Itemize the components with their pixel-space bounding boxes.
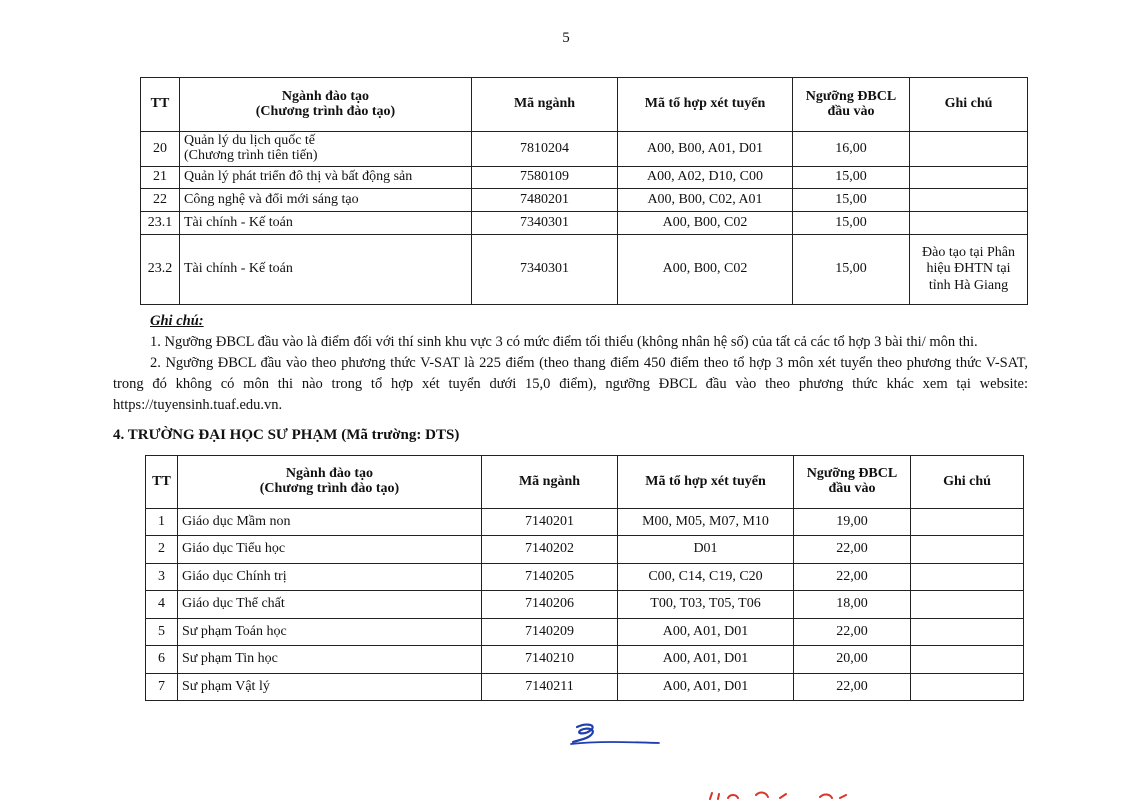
cell-code: 7140211 — [482, 674, 618, 701]
cell-tt: 4 — [146, 591, 178, 619]
header-threshold — [794, 456, 911, 509]
table-row — [146, 646, 1024, 674]
cell-tt: 20 — [141, 132, 180, 167]
cell-code: 7340301 — [472, 235, 618, 305]
cell-code: 7140209 — [482, 619, 618, 646]
cell-combos: A00, B00, A01, D01 — [618, 132, 793, 167]
header-threshold-line1: Ngưỡng ĐBCL — [805, 88, 897, 104]
cell-tt: 2 — [146, 536, 178, 564]
table-row — [141, 235, 1028, 305]
cell-tt: 1 — [146, 509, 178, 536]
cell-code: 7580109 — [472, 167, 618, 189]
cell-tt: 23.1 — [141, 212, 180, 235]
cell-major: Quản lý phát triển đô thị và bất động sản — [180, 167, 472, 189]
cell-note — [911, 619, 1024, 646]
header-major-line2: (Chương trình đào tạo) — [255, 103, 396, 119]
header-tt: TT — [146, 456, 178, 509]
notes-title: Ghi chú: — [150, 313, 204, 329]
cell-tt: 5 — [146, 619, 178, 646]
cell-combos: A00, A01, D01 — [618, 619, 794, 646]
table-row — [146, 564, 1024, 591]
header-major — [180, 78, 472, 132]
cell-tt: 3 — [146, 564, 178, 591]
header-major-line1: Ngành đào tạo — [281, 88, 370, 104]
cell-combos: T00, T03, T05, T06 — [618, 591, 794, 619]
cell-code: 7140202 — [482, 536, 618, 564]
cell-note — [911, 564, 1024, 591]
signature-initial — [567, 721, 662, 749]
table-row — [141, 189, 1028, 212]
cell-tt: 23.2 — [141, 235, 180, 305]
cell-major-line1: Quản lý du lịch quốc tế — [184, 133, 316, 149]
table-row — [146, 674, 1024, 701]
cell-note — [910, 167, 1028, 189]
header-code: Mã ngành — [482, 456, 618, 509]
cell-combos: M00, M05, M07, M10 — [618, 509, 794, 536]
header-combos: Mã tổ hợp xét tuyển — [618, 78, 793, 132]
header-major — [178, 456, 482, 509]
cell-combos: A00, A02, D10, C00 — [618, 167, 793, 189]
cell-code: 7140201 — [482, 509, 618, 536]
cell-note — [910, 212, 1028, 235]
cell-combos: A00, B00, C02, A01 — [618, 189, 793, 212]
table-row — [141, 212, 1028, 235]
note-item-1: 1. Ngưỡng ĐBCL đầu vào là điểm đối với thí sinh khu vực 3 có mức điểm tối thiểu (không nhân hệ số) của tất cả các tổ hợp 3 bài thi/ môn thi. — [150, 334, 978, 350]
header-tt: TT — [141, 78, 180, 132]
section-title: 4. TRƯỜNG ĐẠI HỌC SƯ PHẠM (Mã trường: DTS) — [113, 427, 460, 443]
cell-major: Công nghệ và đổi mới sáng tạo — [180, 189, 472, 212]
table-row — [146, 509, 1024, 536]
admission-threshold-table-2 — [145, 455, 1024, 701]
cell-major: Tài chính - Kế toán — [180, 235, 472, 305]
cell-tt: 6 — [146, 646, 178, 674]
cell-code: 7140210 — [482, 646, 618, 674]
header-code: Mã ngành — [472, 78, 618, 132]
cell-threshold: 22,00 — [794, 674, 911, 701]
cell-code: 7340301 — [472, 212, 618, 235]
header-combos: Mã tổ hợp xét tuyển — [618, 456, 794, 509]
cell-code: 7140206 — [482, 591, 618, 619]
cell-threshold: 15,00 — [793, 235, 910, 305]
cell-note — [911, 509, 1024, 536]
cell-major: Giáo dục Tiểu học — [178, 536, 482, 564]
cell-combos: D01 — [618, 536, 794, 564]
cell-threshold: 16,00 — [793, 132, 910, 167]
cell-combos: A00, A01, D01 — [618, 646, 794, 674]
cell-threshold: 22,00 — [794, 619, 911, 646]
header-threshold — [793, 78, 910, 132]
header-threshold-line2: đầu vào — [827, 103, 875, 119]
admission-threshold-table-1 — [140, 77, 1028, 305]
cell-tt: 21 — [141, 167, 180, 189]
table-row — [146, 591, 1024, 619]
cell-major: Giáo dục Mầm non — [178, 509, 482, 536]
page-number: 5 — [562, 30, 570, 46]
cell-threshold: 18,00 — [794, 591, 911, 619]
cell-code: 7480201 — [472, 189, 618, 212]
cell-code: 7810204 — [472, 132, 618, 167]
cell-major: Sư phạm Tin học — [178, 646, 482, 674]
cell-code: 7140205 — [482, 564, 618, 591]
notes-block — [113, 311, 1028, 416]
cell-threshold: 19,00 — [794, 509, 911, 536]
cell-combos: A00, B00, C02 — [618, 235, 793, 305]
cell-note — [911, 674, 1024, 701]
cell-major: Tài chính - Kế toán — [180, 212, 472, 235]
cell-tt: 7 — [146, 674, 178, 701]
cell-note: Đào tạo tại Phân hiệu ĐHTN tại tỉnh Hà Giang — [910, 235, 1028, 305]
cell-threshold: 20,00 — [794, 646, 911, 674]
red-stamp-fragment — [700, 785, 860, 800]
cell-threshold: 15,00 — [793, 212, 910, 235]
table-header-row — [146, 456, 1024, 509]
cell-tt: 22 — [141, 189, 180, 212]
table-row — [146, 536, 1024, 564]
cell-note — [911, 591, 1024, 619]
cell-major-line2: (Chương trình tiên tiến) — [184, 148, 318, 163]
table-row — [141, 167, 1028, 189]
cell-threshold: 15,00 — [793, 167, 910, 189]
cell-combos: A00, B00, C02 — [618, 212, 793, 235]
cell-combos: A00, A01, D01 — [618, 674, 794, 701]
cell-threshold: 22,00 — [794, 536, 911, 564]
header-major-line1: Ngành đào tạo — [285, 466, 374, 482]
cell-major: Giáo dục Thể chất — [178, 591, 482, 619]
cell-note — [911, 536, 1024, 564]
table-header-row — [141, 78, 1028, 132]
cell-major — [180, 132, 472, 167]
cell-major: Sư phạm Vật lý — [178, 674, 482, 701]
cell-note — [911, 646, 1024, 674]
cell-threshold: 15,00 — [793, 189, 910, 212]
header-note: Ghi chú — [911, 456, 1024, 509]
header-threshold-line1: Ngưỡng ĐBCL — [806, 466, 898, 482]
cell-note — [910, 132, 1028, 167]
cell-combos: C00, C14, C19, C20 — [618, 564, 794, 591]
header-major-line2: (Chương trình đào tạo) — [259, 481, 400, 496]
cell-threshold: 22,00 — [794, 564, 911, 591]
header-note: Ghi chú — [910, 78, 1028, 132]
table-row — [146, 619, 1024, 646]
table-row — [141, 132, 1028, 167]
cell-note — [910, 189, 1028, 212]
header-threshold-line2: đầu vào — [828, 481, 876, 496]
note-item-2: 2. Ngưỡng ĐBCL đầu vào theo phương thức V-SAT là 225 điểm (theo thang điểm 450 điểm theo tổ hợp 3 môn xét tuyển theo phương thức V-SAT, trong đó không có môn thi nào trong tổ hợp xét tuyển dưới 15,0 điểm), ngưỡng ĐBCL đầu vào theo phương thức khác xem tại website: https://tuyensinh.tuaf.edu.vn. — [113, 355, 1028, 413]
cell-major: Giáo dục Chính trị — [178, 564, 482, 591]
cell-major: Sư phạm Toán học — [178, 619, 482, 646]
